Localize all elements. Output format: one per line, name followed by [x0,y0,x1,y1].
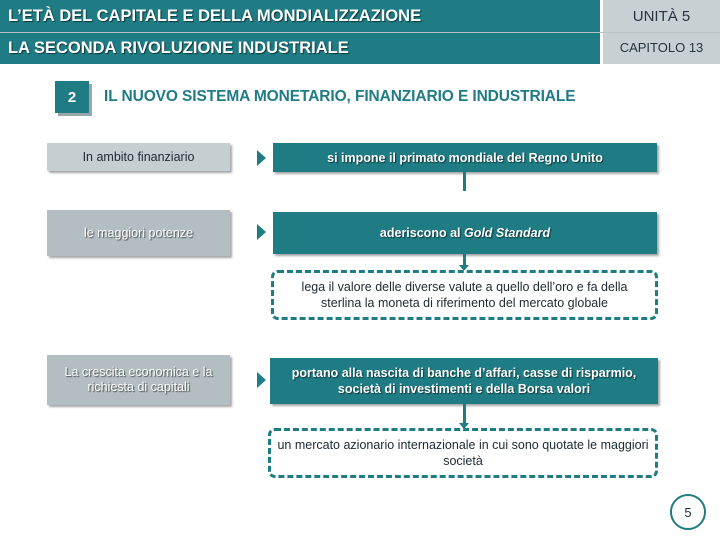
left-box-label: le maggiori potenze [83,225,194,240]
section-number-badge: 2 [55,81,89,113]
note-gold-standard [271,270,658,320]
right-box-institutions [270,358,658,404]
note-text: un mercato azionario internazionale in cui sono quotate le maggiori società [277,438,649,468]
unit-label: UNITÀ 5 [632,8,691,25]
connector-line [463,172,466,191]
note-stock-market [268,428,658,478]
note-text: lega il valore delle diverse valute a quello dell’oro e fa della sterlina la moneta di riferimento del mercato globale [301,280,628,310]
connector-line [463,404,466,424]
header-divider [0,32,720,33]
arrow-right-icon [257,372,266,388]
gold-standard-term: Gold Standard [463,226,551,240]
left-box-label: La crescita economica e la richiesta di capitali [64,365,213,394]
right-box-label: aderiscono al Gold Standard [379,226,551,240]
right-box-uk-primacy [273,143,657,172]
header-title-sub: LA SECONDA RIVOLUZIONE INDUSTRIALE [8,39,349,57]
chapter-label: CAPITOLO 13 [619,40,704,55]
left-box-powers [47,210,230,256]
right-box-gold-standard [273,212,657,254]
header-title-main: L’ETÀ DEL CAPITALE E DELLA MONDIALIZZAZIONE [8,7,422,25]
right-box-label: si impone il primato mondiale del Regno Unito [327,150,603,165]
left-box-finance [47,143,230,171]
left-box-label: In ambito finanziario [82,149,195,164]
page-number: 5 [670,494,706,530]
arrow-right-icon [257,224,266,240]
left-box-growth [47,355,230,405]
arrow-right-icon [257,150,266,166]
right-box-label: portano alla nascita di banche d’affari, casse di risparmio, società di investimenti e della Borsa valori [291,366,637,396]
section-title: IL NUOVO SISTEMA MONETARIO, FINANZIARIO E INDUSTRIALE [104,88,576,105]
